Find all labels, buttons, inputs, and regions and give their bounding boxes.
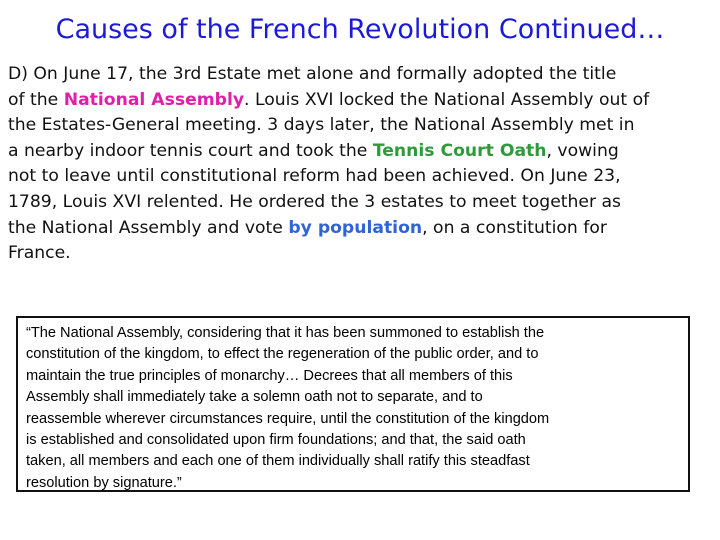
quote-line: is established and consolidated upon firm foundations; and that, the said oath — [26, 432, 526, 449]
quote-line: reassemble wherever circumstances require, until the constitution of the kingdom — [26, 410, 550, 427]
text-segment: , vowing — [546, 140, 619, 161]
paragraph-line: France. — [8, 243, 71, 264]
text-segment: a nearby indoor tennis court and took the — [8, 140, 373, 161]
paragraph-line: D) On June 17, the 3rd Estate met alone and formally adopted the title — [8, 64, 617, 84]
paragraph-line: the Estates-General meeting. 3 days later, the National Assembly met in — [8, 115, 635, 136]
text-segment: of the — [8, 89, 64, 110]
paragraph-line: 1789, Louis XVI relented. He ordered the 3 estates to meet together as — [8, 191, 622, 212]
highlight-tennis-court-oath: Tennis Court Oath — [372, 140, 547, 161]
quote-line: Assembly shall immediately take a solemn oath not to separate, and to — [26, 389, 483, 406]
text-segment: , on a constitution for — [422, 217, 607, 238]
quote-line: resolution by signature.” — [26, 474, 182, 491]
quote-line: maintain the true principles of monarchy… Decrees that all members of this — [26, 367, 513, 384]
text-segment: the National Assembly and vote — [8, 217, 289, 238]
quote-line: “The National Assembly, considering that it has been summoned to establish the — [26, 325, 545, 341]
paragraph-line — [8, 216, 718, 242]
paragraph-line — [8, 88, 718, 114]
text-segment: . Louis XVI locked the National Assembly out of — [244, 89, 650, 110]
slide-title: Causes of the French Revolution Continued… — [55, 14, 665, 45]
quote-box — [16, 316, 690, 492]
highlight-by-population: by population — [288, 217, 423, 238]
highlight-national-assembly: National Assembly — [63, 89, 245, 110]
body-paragraph — [8, 62, 718, 267]
paragraph-line: not to leave until constitutional reform had been achieved. On June 23, — [8, 166, 621, 187]
quote-line: constitution of the kingdom, to effect the regeneration of the public order, and to — [26, 346, 539, 363]
quote-line: taken, all members and each one of them individually shall ratify this steadfast — [26, 453, 530, 470]
paragraph-line — [8, 139, 718, 165]
